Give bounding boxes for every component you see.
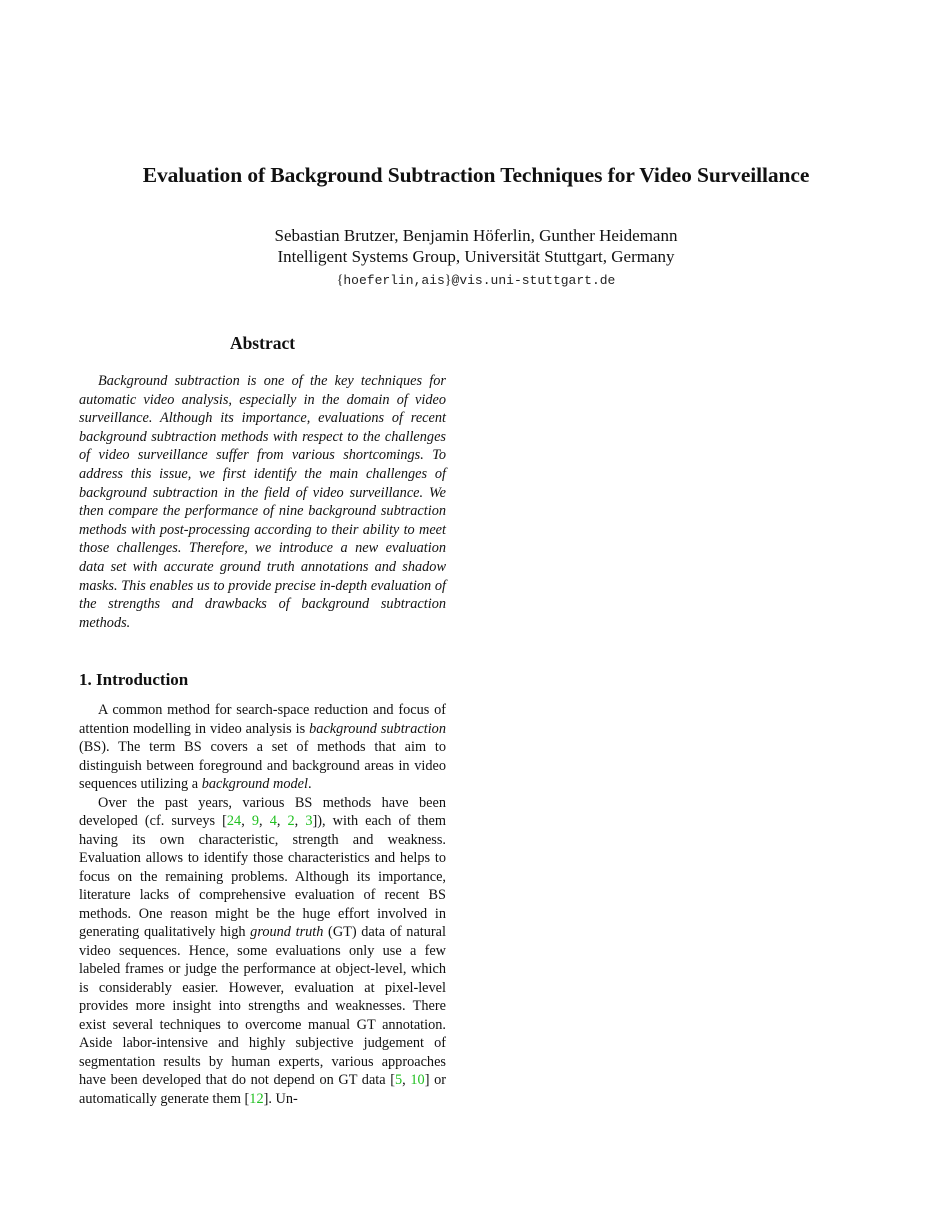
author-names: Sebastian Brutzer, Benjamin Höferlin, Gunther Heidemann (274, 226, 678, 245)
email-address (0, 272, 952, 290)
citation-link[interactable]: 24 (226, 813, 242, 829)
citation-link[interactable]: 3 (305, 813, 313, 829)
email-users: hoeferlin,ais (343, 273, 445, 288)
abstract-heading: Abstract (229, 333, 296, 353)
emphasis-term: background subtraction (309, 720, 446, 737)
email-brace-open: { (336, 273, 344, 288)
citation-link[interactable]: 2 (287, 813, 295, 829)
emphasis-term: ground truth (250, 924, 324, 940)
paragraph: A common method for search-space reduction and focus of attention modelling in video analysis is background subtraction (BS). The term BS covers a set of methods that aim to distinguish between foreground and background areas in video sequences utilizing a background model. (79, 702, 446, 792)
citation-link[interactable]: 9 (251, 813, 260, 829)
citation-link[interactable]: 12 (249, 1090, 264, 1107)
abstract-text: Background subtraction is one of the key techniques for automatic video analysis, especially in the domain of video surveillance. Although its importance, evaluations of recent background subtraction methods with respect to the challenges of video surveillance suffer from various shortcomings. To address this issue, we first identify the main challenges of background subtraction in the field of video surveillance. We then compare the performance of nine background subtraction methods with post-processing according to their ability to meet those challenges. Therefore, we introduce a new evaluation data set with accurate ground truth annotations and shadow masks. This enables us to provide precise in-depth evaluation of the strengths and drawbacks of background subtraction methods. (79, 373, 446, 631)
emphasis-term: background model (201, 776, 308, 792)
paragraph: Over the past years, various BS methods have been developed (cf. surveys [24, 9, 4, 2, 3]), with each of them having its own characteristic, strength and weakness. Evaluation allows to identify those characteristics and helps to focus on the remaining problems. Although its importance, literature lacks of comprehensive evaluation of recent BS methods. One reason might be the huge effort involved in generating qualitatively high ground truth (GT) data of natural video sequences. Hence, some evaluations only use a few labeled frames or judge the performance at object-level, which is considerably easier. However, evaluation at pixel-level provides more insight into strengths and weaknesses. There exist several techniques to overcome manual GT annotation. Aside labor-intensive and highly subjective judgement of segmentation results by human experts, various approaches have been developed that do not depend on GT data [5, 10] or automatically generate them [12]. Un- (79, 794, 447, 1107)
email-brace-close: } (444, 273, 452, 288)
affiliation: Intelligent Systems Group, Universität Stuttgart, Germany (277, 247, 675, 266)
introduction-body (79, 701, 446, 1108)
citation-link[interactable]: 10 (410, 1072, 425, 1088)
email-domain: @vis.uni-stuttgart.de (451, 273, 616, 288)
section-heading-introduction: 1. Introduction (79, 670, 189, 689)
citation-link[interactable]: 4 (269, 813, 277, 829)
author-block (0, 225, 952, 267)
paper-title: Evaluation of Background Subtraction Techniques for Video Surveillance (142, 163, 810, 187)
citation-link[interactable]: 5 (395, 1072, 403, 1088)
